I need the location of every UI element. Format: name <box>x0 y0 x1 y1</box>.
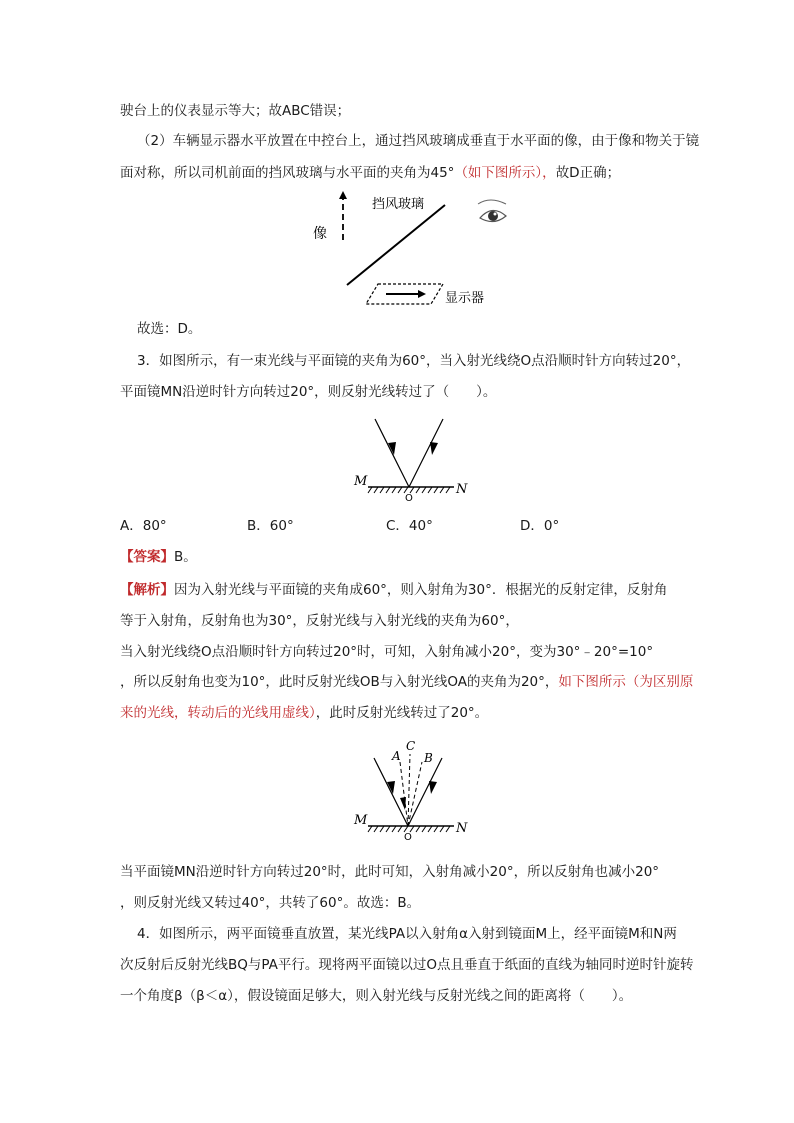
option-b: B．60° <box>247 518 294 534</box>
text-line: 3．如图所示，有一束光线与平面镜的夹角为60°，当入射光线绕O点沿顺时针方向转过20°， <box>137 353 691 369</box>
glass-label: 挡风玻璃 <box>372 197 425 212</box>
text-line: 次反射后反射光线BQ与PA平行。现将两平面镜以过O点且垂直于纸面的直线为轴同时逆时针旋转 <box>120 957 694 973</box>
text-line: 当入射光线绕O点沿顺时针方向转过20°时，可知，入射角减小20°，变为30°﹣20°=10° <box>120 644 654 660</box>
image-label: 像 <box>313 226 327 242</box>
option-d: D．0° <box>520 518 560 534</box>
text-line: 一个角度β（β＜α），假设镜面足够大，则入射光线与反射光线之间的距离将（ ）。 <box>120 988 633 1004</box>
windshield-diagram <box>310 190 510 315</box>
analysis-tag: 【解析】 <box>120 582 174 598</box>
analysis-line: 【解析】因为入射光线与平面镜的夹角成60°，则入射角为30°．根据光的反射定律，反射角 <box>120 582 668 598</box>
text-line: 故选：D。 <box>137 321 202 337</box>
label-a: A <box>392 749 401 763</box>
rotated-arrowhead <box>400 797 406 810</box>
figure-reference: 如下图所示（为区别原 <box>558 674 694 690</box>
figure-reference: （如下图所示）， <box>454 165 556 181</box>
text-line: 等于入射角，反射角也为30°，反射光线与入射光线的夹角为60°， <box>120 613 519 629</box>
text-line: 4．如图所示，两平面镜垂直放置，某光线PA以入射角α入射到镜面M上，经平面镜M和N两 <box>137 926 677 942</box>
reflected-arrowhead <box>429 781 437 794</box>
label-c: C <box>406 739 416 753</box>
option-c: C．40° <box>386 518 433 534</box>
text-line: （2）车辆显示器水平放置在中控台上，通过挡风玻璃成垂直于水平面的像，由于像和物关于镜 <box>137 133 700 149</box>
label-b: B <box>424 751 433 765</box>
label-n: N <box>456 821 468 836</box>
display-label: 显示器 <box>445 291 485 306</box>
rotated-reflection-diagram <box>350 738 475 843</box>
eye-icon <box>478 200 506 222</box>
label-m: M <box>354 813 368 828</box>
text-line: 面对称，所以司机前面的挡风玻璃与水平面的夹角为45°（如下图所示），故D正确； <box>120 165 621 181</box>
option-a: A．80° <box>120 518 167 534</box>
text-line: 来的光线，转动后的光线用虚线），此时反射光线转过了20°。 <box>120 705 489 721</box>
text-line: ，所以反射角也变为10°，此时反射光线OB与入射光线OA的夹角为20°，如下图所示（为区别原 <box>120 674 694 690</box>
reflection-diagram <box>350 415 475 505</box>
figure-note: 来的光线，转动后的光线用虚线） <box>120 705 316 721</box>
image-arrowhead <box>339 191 347 199</box>
incident-ray <box>374 758 408 826</box>
answer-tag: 【答案】 <box>120 549 174 565</box>
rotated-incident-ray-oa <box>400 762 408 826</box>
display-arrowhead <box>418 290 426 298</box>
text-line: 平面镜MN沿逆时针方向转过20°，则反射光线转过了（ ）。 <box>120 384 497 400</box>
windshield-line <box>347 205 445 285</box>
text-line: 驶台上的仪表显示等大；故ABC错误； <box>120 103 351 119</box>
incident-ray <box>375 419 409 487</box>
text-line: 当平面镜MN沿逆时针方向转过20°时，此时可知，入射角减小20°，所以反射角也减小20° <box>120 864 660 880</box>
label-n: N <box>456 482 468 497</box>
ray-oc <box>408 754 410 826</box>
text-line: ，则反射光线又转过40°，共转了60°。故选：B。 <box>120 895 421 911</box>
label-o: O <box>404 832 412 843</box>
rotated-reflected-ray-ob <box>408 762 422 826</box>
reflected-ray <box>409 419 443 487</box>
reflected-ray <box>408 758 442 826</box>
reflected-arrowhead <box>430 442 438 455</box>
label-o: O <box>405 493 413 504</box>
label-m: M <box>354 474 368 489</box>
answer-line: 【答案】B。 <box>120 549 197 565</box>
